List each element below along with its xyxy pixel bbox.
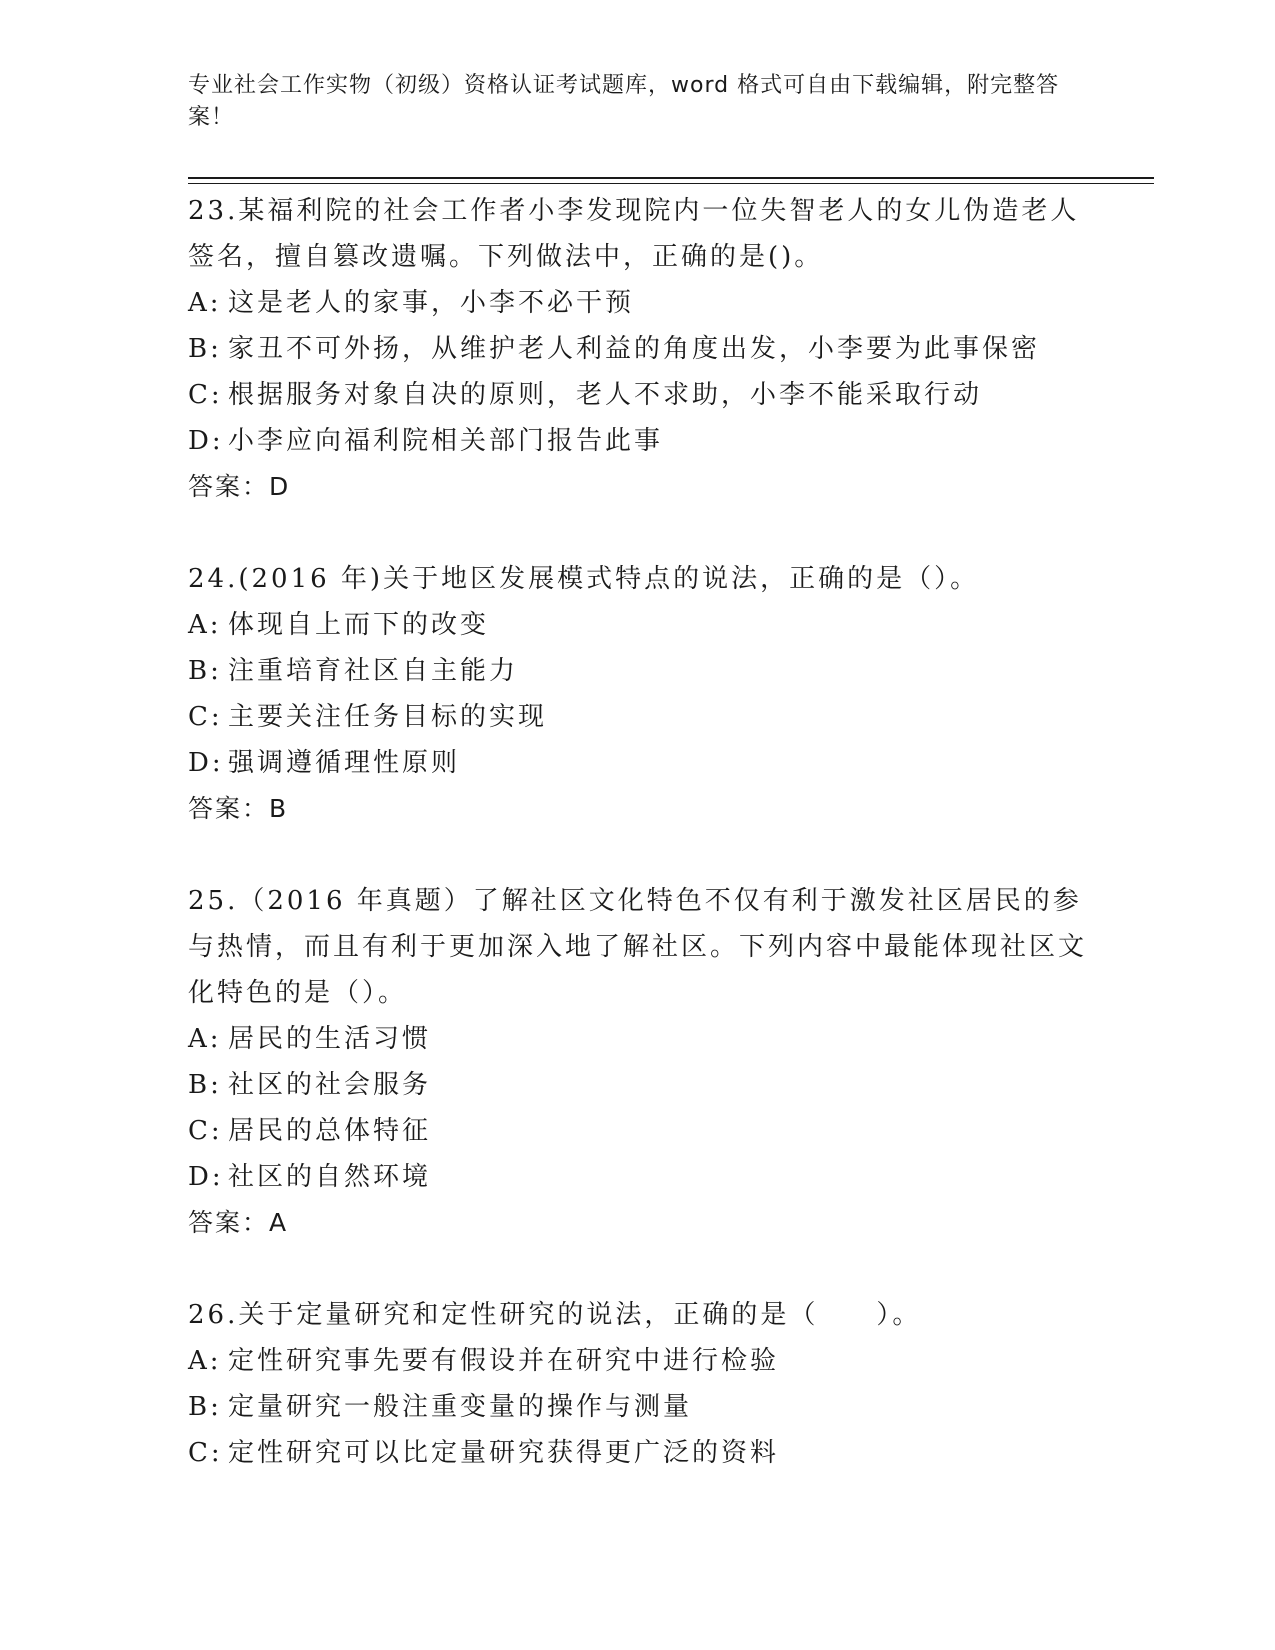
question-25 — [188, 878, 1088, 1246]
option-text: 社区的自然环境 — [228, 1162, 432, 1192]
option-text: 主要关注任务目标的实现 — [228, 702, 548, 732]
option-letter: D: — [188, 1162, 224, 1192]
question-stem: 23.某福利院的社会工作者小李发现院内一位失智老人的女儿伪造老人签名，擅自篡改遗嘱。下列做法中，正确的是()。 — [188, 196, 1080, 272]
option-letter: C: — [188, 702, 223, 732]
option-c — [188, 694, 1088, 740]
header-rule-thick — [188, 177, 1154, 179]
option-a — [188, 1338, 1088, 1384]
question-stem: 26.关于定量研究和定性研究的说法，正确的是（ ）。 — [188, 1300, 922, 1330]
option-a — [188, 602, 1088, 648]
option-text: 居民的生活习惯 — [228, 1024, 432, 1054]
option-a — [188, 1016, 1088, 1062]
option-d — [188, 1154, 1088, 1200]
option-letter: D: — [188, 748, 224, 778]
header-rule-thin — [188, 183, 1154, 184]
option-letter: C: — [188, 1438, 223, 1468]
question-24 — [188, 556, 1088, 832]
option-text: 小李应向福利院相关部门报告此事 — [228, 426, 664, 456]
option-b — [188, 326, 1088, 372]
option-b — [188, 648, 1088, 694]
option-letter: A: — [188, 288, 222, 318]
option-text: 定性研究事先要有假设并在研究中进行检验 — [228, 1346, 780, 1376]
option-letter: B: — [188, 656, 222, 686]
option-a — [188, 280, 1088, 326]
option-b — [188, 1384, 1088, 1430]
option-letter: A: — [188, 1024, 222, 1054]
option-c — [188, 1430, 1088, 1476]
option-text: 家丑不可外扬，从维护老人利益的角度出发，小李要为此事保密 — [228, 334, 1041, 364]
document-header: 专业社会工作实物（初级）资格认证考试题库，word 格式可自由下载编辑，附完整答案！ — [188, 73, 1060, 130]
option-text: 体现自上而下的改变 — [228, 610, 490, 640]
option-letter: D: — [188, 426, 224, 456]
option-letter: A: — [188, 1346, 222, 1376]
option-d — [188, 418, 1088, 464]
option-text: 社区的社会服务 — [228, 1070, 432, 1100]
answer-line: 答案：D — [188, 472, 291, 501]
option-letter: C: — [188, 380, 223, 410]
option-text: 定量研究一般注重变量的操作与测量 — [228, 1392, 693, 1422]
option-text: 根据服务对象自决的原则，老人不求助，小李不能采取行动 — [228, 380, 983, 410]
option-c — [188, 372, 1088, 418]
answer-line: 答案：B — [188, 794, 289, 823]
option-d — [188, 740, 1088, 786]
question-stem: 25.（2016 年真题）了解社区文化特色不仅有利于激发社区居民的参与热情，而且有利于更加深入地了解社区。下列内容中最能体现社区文化特色的是（）。 — [188, 886, 1088, 1008]
question-26 — [188, 1292, 1088, 1476]
option-text: 注重培育社区自主能力 — [228, 656, 519, 686]
option-letter: B: — [188, 1392, 222, 1422]
option-text: 居民的总体特征 — [228, 1116, 432, 1146]
option-b — [188, 1062, 1088, 1108]
question-23 — [188, 188, 1088, 510]
option-letter: B: — [188, 334, 222, 364]
option-letter: C: — [188, 1116, 223, 1146]
option-text: 这是老人的家事，小李不必干预 — [228, 288, 635, 318]
option-letter: B: — [188, 1070, 222, 1100]
option-letter: A: — [188, 610, 222, 640]
option-text: 强调遵循理性原则 — [228, 748, 461, 778]
answer-line: 答案：A — [188, 1208, 289, 1237]
option-c — [188, 1108, 1088, 1154]
option-text: 定性研究可以比定量研究获得更广泛的资料 — [228, 1438, 780, 1468]
question-stem: 24.(2016 年)关于地区发展模式特点的说法，正确的是（）。 — [188, 564, 980, 594]
question-list — [188, 188, 1088, 1476]
